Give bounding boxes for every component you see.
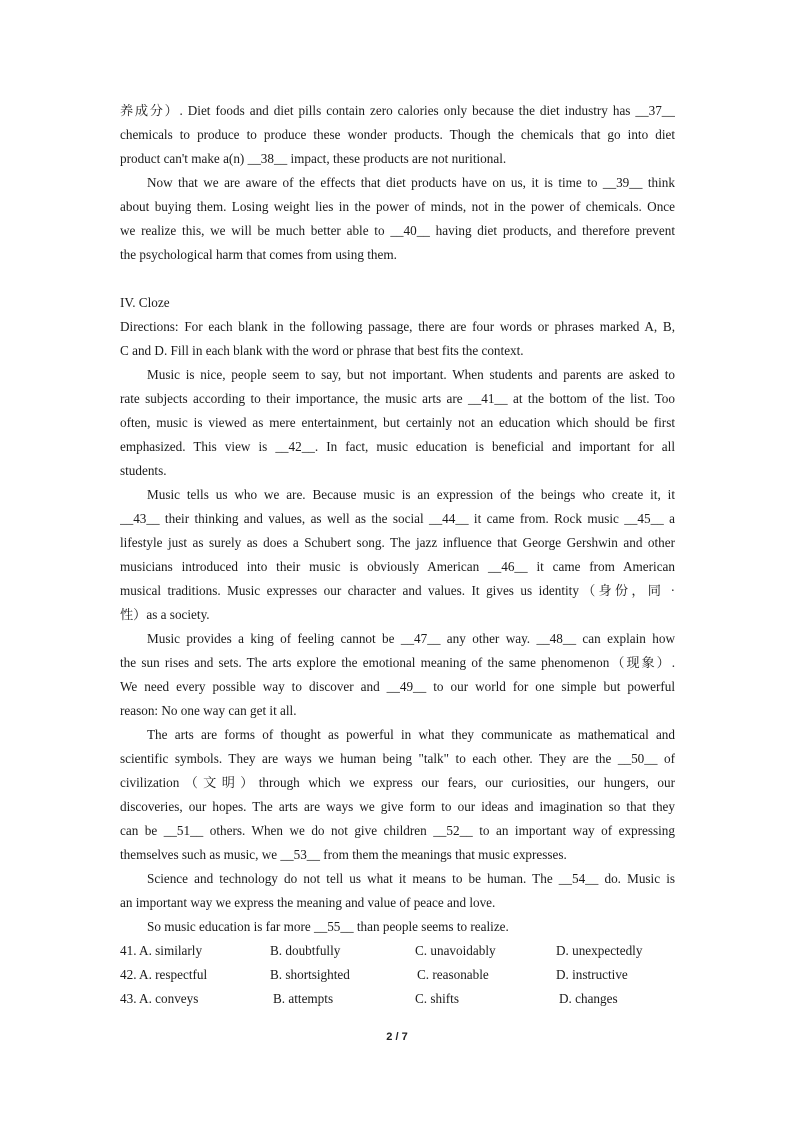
option-a: 43. A. conveys (120, 991, 199, 1006)
passage-2-line: themselves such as music, we __53__ from them the meanings that music expresses. (120, 847, 567, 862)
passage-2-line: So music education is far more __55__ than people seems to realize. (147, 919, 509, 934)
option-a: 41. A. similarly (120, 943, 203, 958)
directions-line: C and D. Fill in each blank with the word or phrase that best fits the context. (120, 343, 524, 358)
passage-2-line: rate subjects according to their importance, the music arts are __41__ at the bottom of the list. Too (120, 391, 675, 406)
page-number: 2 / 7 (386, 1031, 408, 1043)
passage-2-line: scientific symbols. They are ways we human being "talk" to each other. They are the __50__ of (120, 751, 675, 766)
option-a: 42. A. respectful (120, 967, 208, 982)
option-d: D. changes (559, 991, 618, 1006)
passage-1-line: Now that we are aware of the effects that diet products have on us, it is time to __39__ think (147, 175, 675, 190)
page-content (120, 99, 675, 939)
option-c: C. unavoidably (415, 943, 496, 958)
passage-2-line: the sun rises and sets. The arts explore the emotional meaning of the same phenomenon（现象）. (120, 655, 675, 670)
passage-1-line: about buying them. Losing weight lies in the power of minds, not in the power of chemicals. Once (120, 199, 675, 214)
passage-2-line: emphasized. This view is __42__. In fact, music education is beneficial and important for all (120, 439, 675, 454)
section-title: IV. Cloze (120, 295, 170, 310)
option-c: C. reasonable (417, 967, 489, 982)
option-b: B. attempts (273, 991, 334, 1006)
passage-2-line: lifestyle just as surely as does a Schubert song. The jazz influence that George Gershwin and other (120, 535, 675, 550)
passage-2-line: reason: No one way can get it all. (120, 703, 297, 718)
passage-2-line: often, music is viewed as mere entertainment, but certainly not an education which should be first (120, 415, 675, 430)
passage-2-line: discoveries, our hopes. The arts are ways we give form to our ideas and imagination so that they (120, 799, 675, 814)
passage-2-line: The arts are forms of thought as powerful in what they communicate as mathematical and (147, 727, 675, 742)
passage-1-line: product can't make a(n) __38__ impact, these products are not nuritional. (120, 151, 507, 166)
passage-2-line: an important way we express the meaning and value of peace and love. (120, 895, 496, 910)
answer-options (120, 939, 680, 1011)
option-d: D. instructive (556, 967, 628, 982)
passage-2-line: Music provides a king of feeling cannot be __47__ any other way. __48__ can explain how (147, 631, 675, 646)
question-row (120, 939, 680, 963)
question-row (120, 987, 680, 1011)
option-c: C. shifts (415, 991, 459, 1006)
passage-2 (120, 363, 675, 939)
passage-2-line: 性）as a society. (120, 607, 210, 622)
passage-2-line: Music tells us who we are. Because music is an expression of the beings who create it, it (147, 487, 675, 502)
passage-1-line: we realize this, we will be much better able to __40__ having diet products, and therefore prevent (120, 223, 675, 238)
passage-2-line: Music is nice, people seem to say, but not important. When students and parents are asked to (147, 367, 675, 382)
passage-2-line: musical traditions. Music expresses our character and values. It gives us identity（身份，同 · (120, 583, 675, 598)
option-b: B. doubtfully (270, 943, 341, 958)
passage-2-line: __43__ their thinking and values, as well as the social __44__ it came from. Rock music __45__ a (120, 511, 675, 526)
option-d: D. unexpectedly (556, 943, 643, 958)
passage-2-line: can be __51__ others. When we do not give children __52__ to an important way of expressing (120, 823, 675, 838)
passage-2-line: musicians introduced into their music is obviously American __46__ it came from American (120, 559, 675, 574)
passage-2-line: civilization（文明）through which we express our fears, our curiosities, our hungers, our (120, 775, 675, 790)
passage-2-line: Science and technology do not tell us what it means to be human. The __54__ do. Music is (147, 871, 675, 886)
option-b: B. shortsighted (270, 967, 350, 982)
question-row (120, 963, 680, 987)
passage-1-line: 养成分）. Diet foods and diet pills contain zero calories only because the diet industry has __37__ (120, 103, 675, 118)
passage-1-line: the psychological harm that comes from using them. (120, 247, 397, 262)
directions-line: Directions: For each blank in the following passage, there are four words or phrases marked A, B, (120, 319, 675, 334)
passage-1 (120, 99, 675, 267)
passage-2-line: students. (120, 463, 167, 478)
passage-1-line: chemicals to produce to produce these wonder products. Though the chemicals that go into diet (120, 127, 675, 142)
passage-2-line: We need every possible way to discover and __49__ to our world for one simple but powerful (120, 679, 675, 694)
